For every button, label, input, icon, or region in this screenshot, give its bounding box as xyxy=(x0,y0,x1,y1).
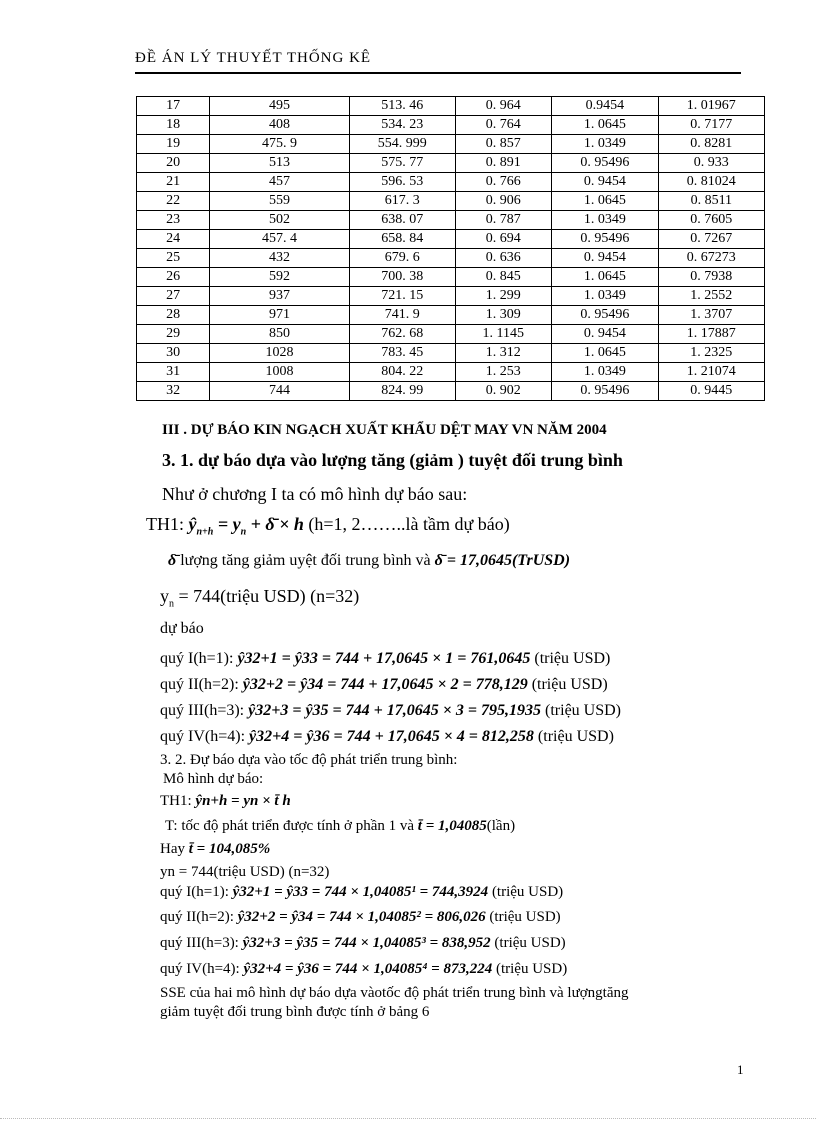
table-cell: 658. 84 xyxy=(349,230,455,249)
page-header xyxy=(135,50,741,74)
table-cell: 0. 95496 xyxy=(552,306,659,325)
table-cell: 534. 23 xyxy=(349,116,455,135)
table-cell: 29 xyxy=(137,325,210,344)
table-cell: 513. 46 xyxy=(349,97,455,116)
table-cell: 32 xyxy=(137,382,210,401)
table-cell: 26 xyxy=(137,268,210,287)
th1-label: TH1: xyxy=(146,514,184,534)
table-row xyxy=(137,135,765,154)
table-cell: 20 xyxy=(137,154,210,173)
table-cell: 0. 95496 xyxy=(552,382,659,401)
table-row xyxy=(137,306,765,325)
section-title: III . DỰ BÁO KIN NGẠCH XUẤT KHẨU DỆT MAY VN NĂM 2004 xyxy=(162,422,607,438)
table-cell: 679. 6 xyxy=(349,249,455,268)
q4-formula: ŷ32+4 = ŷ36 = 744 + 17,0645 × 4 = 812,258 xyxy=(249,728,534,745)
table-cell: 721. 15 xyxy=(349,287,455,306)
table-cell: 850 xyxy=(210,325,350,344)
th1-formula: $ŷ_{n+h} = y_n$ + δ̄ × h xyxy=(188,514,304,538)
table-cell: 1. 0349 xyxy=(552,287,659,306)
table-cell: 27 xyxy=(137,287,210,306)
table-cell: 804. 22 xyxy=(349,363,455,382)
table-cell: 432 xyxy=(210,249,350,268)
table-cell: 1008 xyxy=(210,363,350,382)
table-cell: 513 xyxy=(210,154,350,173)
th1-2-formula: ŷn+h = yn × t̄ h xyxy=(195,793,291,809)
q2-2-formula: ŷ32+2 = ŷ34 = 744 × 1,04085² = 806,026 xyxy=(237,909,486,925)
table-cell: 0. 9445 xyxy=(658,382,764,401)
table-row xyxy=(137,230,765,249)
table-cell: 1. 299 xyxy=(455,287,552,306)
yn-2-line: yn = 744(triệu USD) (n=32) xyxy=(160,864,330,880)
table-cell: 0. 902 xyxy=(455,382,552,401)
table-cell: 0. 8281 xyxy=(658,135,764,154)
table-cell: 0. 9454 xyxy=(552,325,659,344)
table-cell: 1028 xyxy=(210,344,350,363)
table-cell: 1. 0349 xyxy=(552,211,659,230)
table-cell: 22 xyxy=(137,192,210,211)
table-cell: 1. 2325 xyxy=(658,344,764,363)
table-cell: 19 xyxy=(137,135,210,154)
table-cell: 502 xyxy=(210,211,350,230)
data-table-body xyxy=(137,97,765,401)
q2-formula: ŷ32+2 = ŷ34 = 744 + 17,0645 × 2 = 778,129 xyxy=(242,676,528,693)
table-row xyxy=(137,287,765,306)
page-number: 1 xyxy=(737,1062,744,1077)
t-value: t̄ = 1,04085 xyxy=(417,818,487,834)
subsection-3-1-title: 3. 1. dự báo dựa vào lượng tăng (giảm ) tuyệt đối trung bình xyxy=(162,450,623,470)
q3-line: quý III(h=3): ŷ32+3 = ŷ35 = 744 + 17,0645 × 3 = 795,1935 (triệu USD) xyxy=(160,702,621,719)
table-cell: 18 xyxy=(137,116,210,135)
subsection-3-2-title: 3. 2. Đự báo dựa vào tốc độ phát triển trung bình: xyxy=(160,752,458,768)
table-cell: 475. 9 xyxy=(210,135,350,154)
sse-line-1: SSE của hai mô hình dự báo dựa vàotốc độ phát triển trung bình và lượngtăng xyxy=(160,985,629,1001)
table-cell: 0. 7177 xyxy=(658,116,764,135)
forecast-label: dự báo xyxy=(160,620,204,637)
th1-note: (h=1, 2……..là tầm dự báo) xyxy=(308,514,510,534)
q2-2-line: quý II(h=2): ŷ32+2 = ŷ34 = 744 × 1,04085² = 806,026 (triệu USD) xyxy=(160,909,561,925)
table-cell: 1. 312 xyxy=(455,344,552,363)
table-cell: 0. 845 xyxy=(455,268,552,287)
th1-line xyxy=(146,514,510,538)
table-cell: 0. 764 xyxy=(455,116,552,135)
table-row xyxy=(137,192,765,211)
table-cell: 495 xyxy=(210,97,350,116)
table-row xyxy=(137,249,765,268)
sse-line-2: giảm tuyệt đối trung bình được tính ở bảng 6 xyxy=(160,1004,430,1020)
table-row xyxy=(137,363,765,382)
th1-2-line: TH1: ŷn+h = yn × t̄ h xyxy=(160,793,291,809)
table-cell: 31 xyxy=(137,363,210,382)
table-cell: 1. 0645 xyxy=(552,268,659,287)
table-cell: 592 xyxy=(210,268,350,287)
table-cell: 0. 857 xyxy=(455,135,552,154)
table-cell: 0. 766 xyxy=(455,173,552,192)
table-row xyxy=(137,154,765,173)
table-cell: 0. 67273 xyxy=(658,249,764,268)
table-cell: 0. 9454 xyxy=(552,173,659,192)
table-cell: 554. 999 xyxy=(349,135,455,154)
q3-formula: ŷ32+3 = ŷ35 = 744 + 17,0645 × 3 = 795,1935 xyxy=(248,702,542,719)
table-cell: 1. 21074 xyxy=(658,363,764,382)
table-cell: 1. 01967 xyxy=(658,97,764,116)
table-cell: 0. 7938 xyxy=(658,268,764,287)
yn-line: $y_n$ = 744(triệu USD) (n=32) xyxy=(160,586,360,610)
table-cell: 21 xyxy=(137,173,210,192)
table-cell: 1. 3707 xyxy=(658,306,764,325)
footer-divider xyxy=(0,1118,816,1119)
q4-line: quý IV(h=4): ŷ32+4 = ŷ36 = 744 + 17,0645 × 4 = 812,258 (triệu USD) xyxy=(160,728,614,745)
table-cell: 0. 9454 xyxy=(552,249,659,268)
table-cell: 24 xyxy=(137,230,210,249)
q4-2-line: quý IV(h=4): ŷ32+4 = ŷ36 = 744 × 1,04085⁴ = 873,224 (triệu USD) xyxy=(160,961,568,977)
table-cell: 0. 787 xyxy=(455,211,552,230)
q1-formula: ŷ32+1 = ŷ33 = 744 + 17,0645 × 1 = 761,0645 xyxy=(237,650,531,667)
table-row xyxy=(137,173,765,192)
table-cell: 0. 694 xyxy=(455,230,552,249)
table-cell: 0. 964 xyxy=(455,97,552,116)
table-row xyxy=(137,211,765,230)
table-cell: 575. 77 xyxy=(349,154,455,173)
table-row xyxy=(137,382,765,401)
table-cell: 0. 95496 xyxy=(552,154,659,173)
table-cell: 1. 0645 xyxy=(552,116,659,135)
q1-line: quý I(h=1): ŷ32+1 = ŷ33 = 744 + 17,0645 × 1 = 761,0645 (triệu USD) xyxy=(160,650,611,667)
table-row xyxy=(137,344,765,363)
delta-line xyxy=(168,552,570,570)
table-cell: 744 xyxy=(210,382,350,401)
table-cell: 741. 9 xyxy=(349,306,455,325)
table-cell: 0. 906 xyxy=(455,192,552,211)
table-cell: 1. 253 xyxy=(455,363,552,382)
table-cell: 0. 81024 xyxy=(658,173,764,192)
hay-line: Hay t̄ = 104,085% xyxy=(160,841,271,857)
table-cell: 1. 0645 xyxy=(552,344,659,363)
table-row xyxy=(137,116,765,135)
table-cell: 937 xyxy=(210,287,350,306)
table-row xyxy=(137,325,765,344)
table-cell: 1. 309 xyxy=(455,306,552,325)
table-cell: 617. 3 xyxy=(349,192,455,211)
q3-2-line: quý III(h=3): ŷ32+3 = ŷ35 = 744 × 1,04085³ = 838,952 (triệu USD) xyxy=(160,935,566,951)
table-row xyxy=(137,268,765,287)
table-cell: 0. 891 xyxy=(455,154,552,173)
table-cell: 1. 0349 xyxy=(552,135,659,154)
t-line: T: tốc độ phát triển được tính ở phần 1 và t̄ = 1,04085(lần) xyxy=(165,818,516,834)
table-cell: 559 xyxy=(210,192,350,211)
table-cell: 700. 38 xyxy=(349,268,455,287)
table-cell: 1. 17887 xyxy=(658,325,764,344)
delta-text: lượng tăng giảm uyệt đối trung bình và xyxy=(180,552,431,569)
table-cell: 457 xyxy=(210,173,350,192)
table-cell: 1. 1145 xyxy=(455,325,552,344)
model-label: Mô hình dự báo: xyxy=(163,771,264,787)
table-cell: 0. 636 xyxy=(455,249,552,268)
q2-line: quý II(h=2): ŷ32+2 = ŷ34 = 744 + 17,0645 × 2 = 778,129 (triệu USD) xyxy=(160,676,608,693)
table-cell: 0. 7267 xyxy=(658,230,764,249)
table-row xyxy=(137,97,765,116)
table-cell: 28 xyxy=(137,306,210,325)
table-cell: 1. 2552 xyxy=(658,287,764,306)
table-cell: 23 xyxy=(137,211,210,230)
hay-value: t̄ = 104,085% xyxy=(188,841,271,857)
q1-2-line: quý I(h=1): ŷ32+1 = ŷ33 = 744 × 1,04085¹ = 744,3924 (triệu USD) xyxy=(160,884,564,900)
table-cell: 1. 0645 xyxy=(552,192,659,211)
table-cell: 1. 0349 xyxy=(552,363,659,382)
table-cell: 824. 99 xyxy=(349,382,455,401)
table-cell: 0.9454 xyxy=(552,97,659,116)
table-cell: 25 xyxy=(137,249,210,268)
table-cell: 457. 4 xyxy=(210,230,350,249)
q1-2-formula: ŷ32+1 = ŷ33 = 744 × 1,04085¹ = 744,3924 xyxy=(232,884,489,900)
data-table xyxy=(136,96,765,401)
delta-symbol: δ̄ xyxy=(168,552,177,569)
table-cell: 596. 53 xyxy=(349,173,455,192)
header-title: ĐỀ ÁN LÝ THUYẾT THỐNG KÊ xyxy=(135,50,372,66)
table-cell: 0. 95496 xyxy=(552,230,659,249)
q4-2-formula: ŷ32+4 = ŷ36 = 744 × 1,04085⁴ = 873,224 xyxy=(243,961,493,977)
q3-2-formula: ŷ32+3 = ŷ35 = 744 × 1,04085³ = 838,952 xyxy=(242,935,491,951)
table-cell: 0. 7605 xyxy=(658,211,764,230)
table-cell: 971 xyxy=(210,306,350,325)
table-cell: 783. 45 xyxy=(349,344,455,363)
delta-value: δ̄ = 17,0645(TrUSD) xyxy=(434,552,571,569)
table-cell: 30 xyxy=(137,344,210,363)
table-cell: 0. 933 xyxy=(658,154,764,173)
table-cell: 408 xyxy=(210,116,350,135)
table-cell: 638. 07 xyxy=(349,211,455,230)
table-cell: 762. 68 xyxy=(349,325,455,344)
table-cell: 17 xyxy=(137,97,210,116)
table-cell: 0. 8511 xyxy=(658,192,764,211)
intro-text: Như ở chương I ta có mô hình dự báo sau: xyxy=(162,484,468,504)
